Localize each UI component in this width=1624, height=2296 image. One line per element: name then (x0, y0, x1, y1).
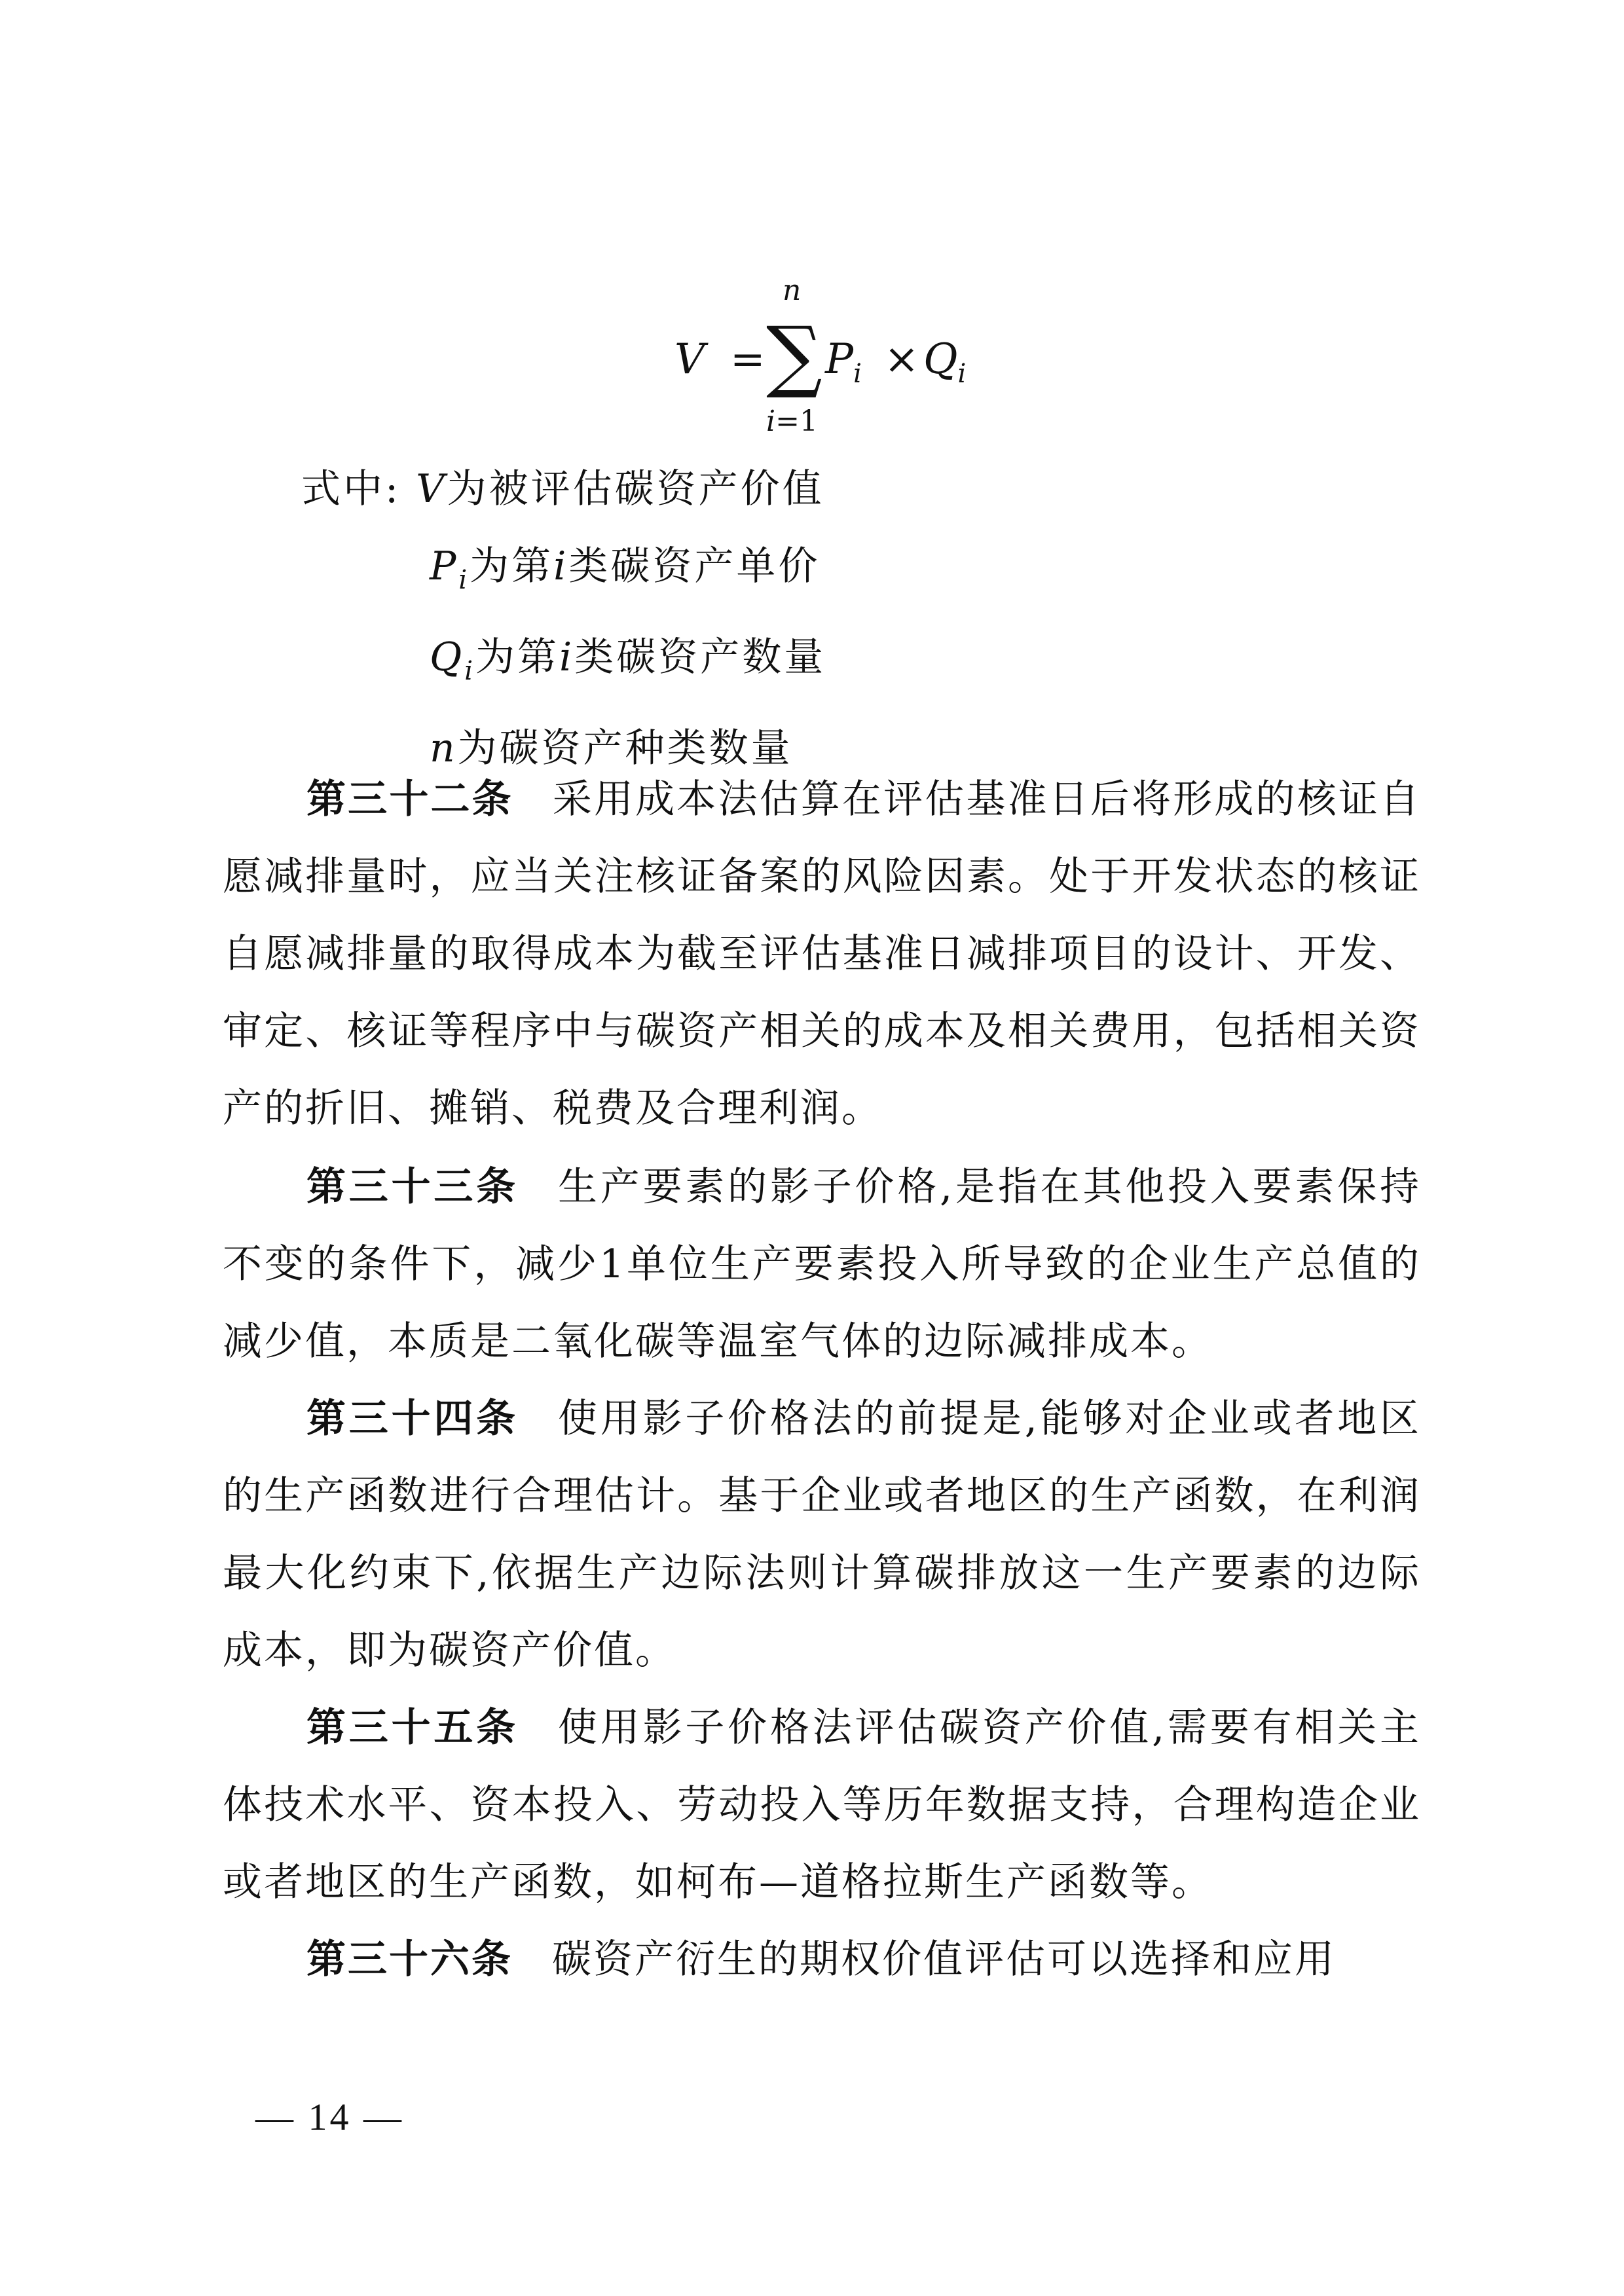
sum-upper-limit: n (783, 274, 802, 307)
legend-prefix: 式中: (301, 466, 401, 512)
legend-row-v: 式中: V为被评估碳资产价值 (301, 466, 824, 512)
article-body: 碳资产衍生的期权价值评估可以选择和应用 (552, 1937, 1336, 1982)
article-body: 使用影子价格法评估碳资产价值,需要有相关主体技术水平、资本投入、劳动投入等历年数据支持，合理构造企业或者地区的生产函数，如柯布—道格拉斯生产函数等。 (223, 1705, 1421, 1905)
legend-row-q: $Q_i$为第i类碳资产数量 (430, 634, 826, 686)
formula-lhs: V (674, 335, 705, 384)
article-32 (223, 761, 1421, 1147)
article-36 (223, 1921, 1421, 1998)
article-title: 第三十三条 (306, 1164, 519, 1210)
article-34 (223, 1380, 1421, 1689)
article-body: 采用成本法估算在评估基准日后将形成的核证自愿减排量时，应当关注核证备案的风险因素。处于开发状态的核证自愿减排量的取得成本为截至评估基准日减排项目的设计、开发、审定、核证等程序中与碳资产相关的成本及相关费用，包括相关资产的折旧、摊销、税费及合理利润。 (223, 776, 1422, 1131)
article-body: 生产要素的影子价格,是指在其他投入要素保持不变的条件下，减少1单位生产要素投入所导致的企业生产总值的减少值，本质是二氧化碳等温室气体的边际减排成本。 (223, 1164, 1421, 1364)
page-number: — 14 — (255, 2096, 404, 2138)
article-35 (223, 1689, 1421, 1921)
sum-lower-limit: i=1 (766, 405, 818, 438)
article-title: 第三十二条 (306, 776, 513, 822)
summation-sign: ∑ (766, 310, 822, 401)
formula-equals: = (730, 335, 766, 384)
valuation-formula (661, 274, 1002, 439)
formula-legend (301, 450, 826, 787)
formula-term-p: $P_i$ (825, 335, 862, 389)
formula-term-q: $Q_i$ (923, 335, 967, 389)
article-body: 使用影子价格法的前提是,能够对企业或者地区的生产函数进行合理估计。基于企业或者地区的生产函数，在利润最大化约束下,依据生产边际法则计算碳排放这一生产要素的边际成本，即为碳资产价值。 (223, 1396, 1421, 1673)
legend-row-p: $P_i$为第i类碳资产单价 (430, 543, 821, 595)
article-33 (223, 1148, 1421, 1380)
article-title: 第三十六条 (306, 1937, 513, 1982)
formula-times: × (884, 335, 919, 384)
legend-row-n: n为碳资产种类数量 (430, 725, 793, 771)
article-title: 第三十五条 (306, 1705, 519, 1751)
article-title: 第三十四条 (306, 1396, 519, 1442)
